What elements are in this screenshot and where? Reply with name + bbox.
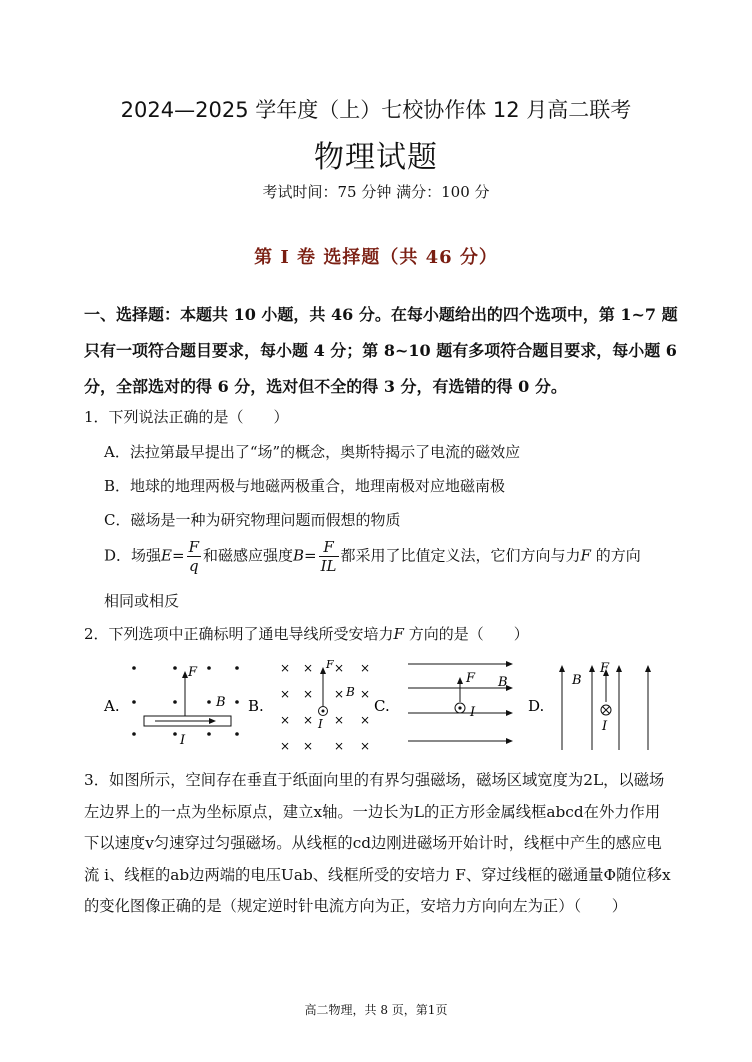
figure-b: [280, 658, 370, 753]
option-d-prefix: D．场强: [104, 546, 162, 565]
svg-text:×: ×: [303, 713, 314, 727]
svg-text:B: B: [216, 695, 226, 710]
question-1-option-d-line2: 相同或相反: [104, 592, 180, 610]
question-3-line-5: 的变化图像正确的是（规定逆时针电流方向为正，安培力方向向左为正）（ ）: [84, 897, 628, 915]
svg-text:F: F: [326, 658, 334, 671]
question-1-option-c[interactable]: C．磁场是一种为研究物理问题而假想的物质: [104, 511, 401, 529]
svg-text:×: ×: [280, 661, 291, 675]
question-3-line-4: 流 i、线框的ab边两端的电压Uab、线框所受的安培力 F、穿过线框的磁通量Φ随位移x: [84, 865, 671, 884]
option-d-mid: 和磁感应强度: [202, 546, 293, 565]
svg-text:×: ×: [303, 739, 314, 753]
svg-text:B: B: [346, 685, 355, 699]
question-2-stem: 2．下列选项中正确标明了通电导线所受安培力F 方向的是（ ）: [84, 625, 529, 643]
figure-c: [408, 664, 512, 741]
svg-text:I: I: [180, 733, 186, 748]
question-3-line-3: 下以速度v匀速穿过匀强磁场。从线框的cd边刚进磁场开始计时，线框中产生的感应电: [84, 834, 662, 852]
question-1-option-d[interactable]: D．场强E= $\frac{F}{q}$ 和磁感应强度B= $\frac{F}{IL}$ 都采用了比值定义法，它们方向与力F 的方向: [104, 538, 641, 575]
svg-text:×: ×: [360, 739, 371, 753]
option-c-label[interactable]: C.: [374, 697, 390, 715]
svg-text:×: ×: [334, 739, 345, 753]
fraction-f-over-q: $\frac{F}{q}$: [188, 538, 199, 575]
question-1-option-b[interactable]: B．地球的地理两极与地磁两极重合，地理南极对应地磁南极: [104, 477, 506, 495]
svg-text:×: ×: [303, 661, 314, 675]
svg-text:×: ×: [280, 739, 291, 753]
svg-text:F: F: [600, 661, 610, 676]
subject-title: 物理试题: [314, 140, 438, 175]
svg-text:F: F: [466, 671, 476, 686]
option-a-label[interactable]: A.: [104, 697, 120, 715]
svg-text:I: I: [602, 719, 608, 734]
exam-title: 2024—2025 学年度（上）七校协作体 12 月高二联考: [120, 98, 632, 122]
svg-text:×: ×: [360, 661, 371, 675]
question-3-line-1: 3．如图所示，空间存在垂直于纸面向里的有界匀强磁场，磁场区域宽度为2L，以磁场: [84, 771, 665, 789]
svg-text:B: B: [498, 675, 508, 690]
svg-text:F: F: [188, 665, 198, 680]
svg-text:×: ×: [360, 713, 371, 727]
section-title: 第 I 卷 选择题（共 46 分）: [254, 247, 498, 268]
question-3-line-2: 左边界上的一点为坐标原点，建立x轴。一边长为L的正方形金属线框abcd在外力作用: [84, 802, 661, 821]
question-1-option-a[interactable]: A．法拉第最早提出了“场”的概念，奥斯特揭示了电流的磁效应: [104, 443, 521, 461]
section-instructions: 一、选择题：本题共 10 小题，共 46 分。在每小题给出的四个选项中，第 1~7 题只有一项符合题目要求，每小题 4 分；第 8~10 题有多项符合题目要求，每小题 6 分，全部选对的得 6 分，选对但不全的得 3 分，有选错的得 0 分。: [84, 305, 678, 396]
option-d-label[interactable]: D.: [528, 697, 545, 715]
svg-text:×: ×: [360, 687, 371, 701]
exam-info: 考试时间：75 分钟 满分：100 分: [262, 183, 490, 201]
svg-text:B: B: [572, 673, 582, 688]
figure-d: [562, 661, 648, 750]
figure-a: [132, 665, 239, 748]
option-d-suffix2: 的方向: [590, 546, 641, 565]
symbol-f: F: [580, 546, 591, 565]
svg-text:I: I: [318, 717, 323, 731]
option-b-label[interactable]: B.: [248, 697, 264, 715]
svg-text:×: ×: [280, 713, 291, 727]
svg-text:I: I: [470, 705, 476, 720]
symbol-e: E: [161, 546, 172, 565]
question-2-figures: [100, 656, 660, 756]
svg-text:×: ×: [334, 661, 345, 675]
question-3: [84, 765, 684, 923]
svg-text:×: ×: [303, 687, 314, 701]
svg-text:×: ×: [334, 687, 345, 701]
fraction-f-over-il: $\frac{F}{IL}$: [320, 538, 337, 575]
option-d-suffix: 都采用了比值定义法，它们方向与力: [340, 546, 581, 565]
svg-text:×: ×: [280, 687, 291, 701]
question-1-stem: 1．下列说法正确的是（ ）: [84, 408, 289, 426]
equals-sign: =: [171, 546, 185, 565]
symbol-b: B: [293, 546, 305, 565]
page-footer: 高二物理，共 8 页，第1页: [304, 1003, 448, 1017]
svg-text:×: ×: [334, 713, 345, 727]
